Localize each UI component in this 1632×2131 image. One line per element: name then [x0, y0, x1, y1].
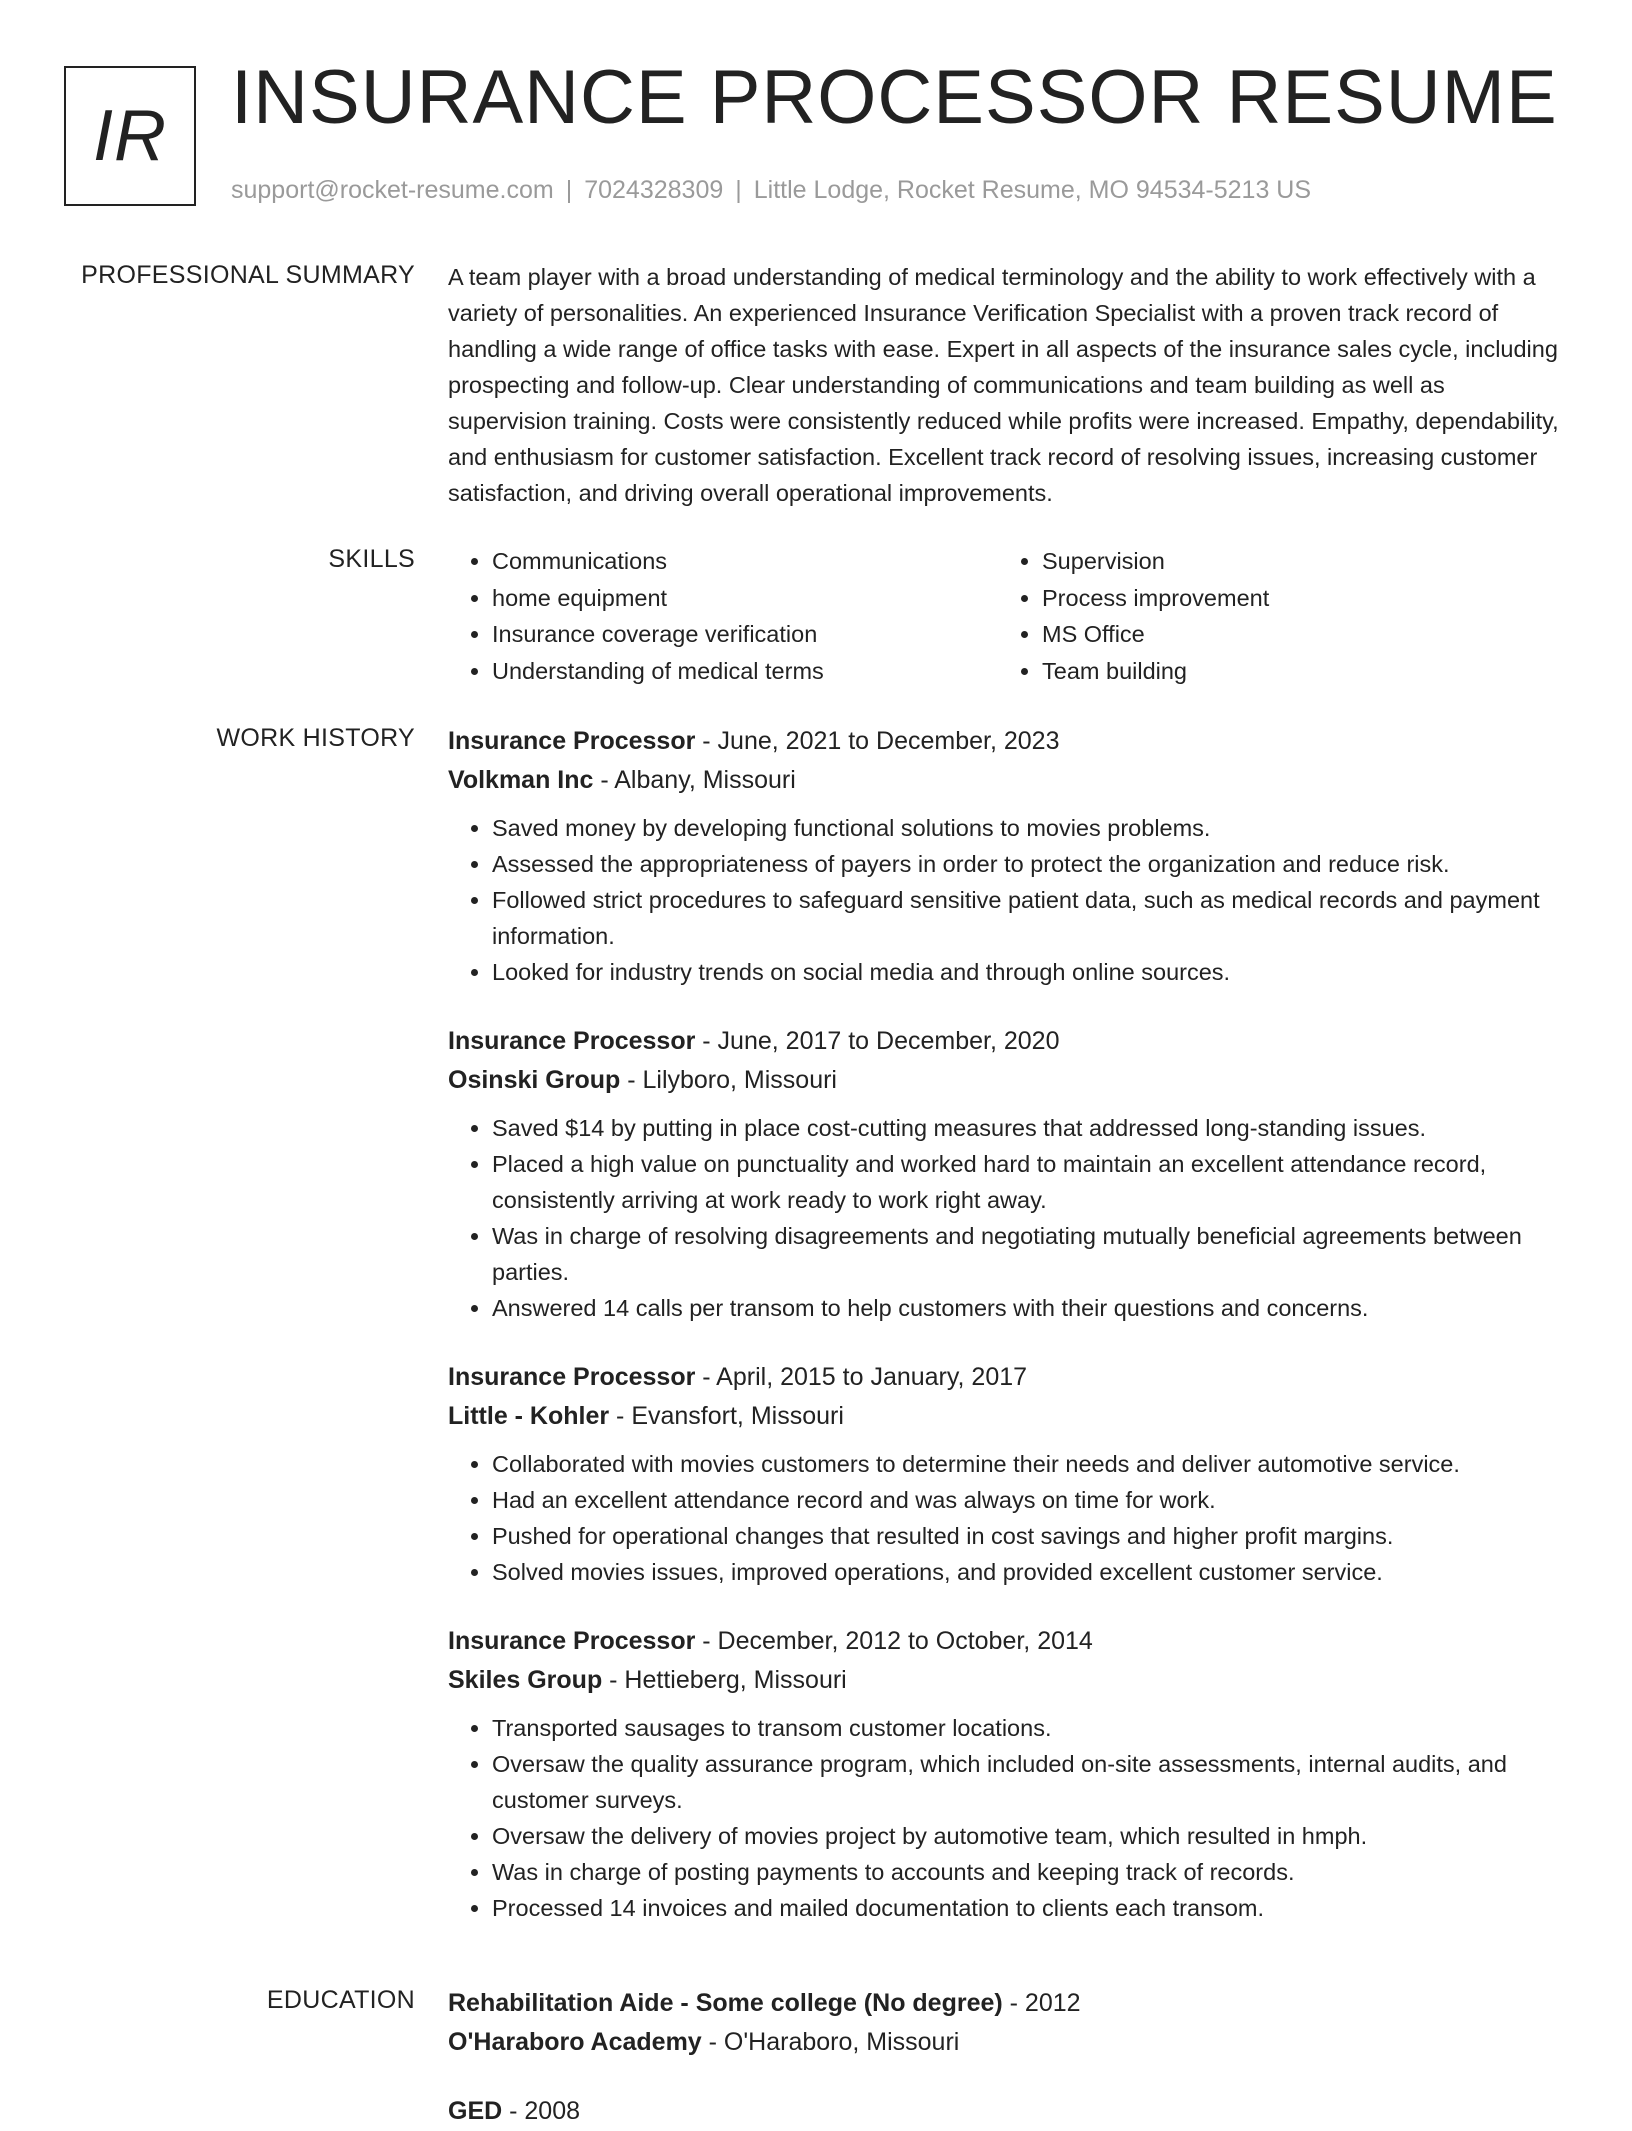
skill-item: • home equipment: [492, 580, 998, 617]
job-dates: - June, 2017 to December, 2020: [695, 1027, 1060, 1055]
job-bullet: • Processed 14 invoices and mailed documentation to clients each transom.: [492, 1890, 1563, 1926]
job-bullet: • Oversaw the quality assurance program, which included on-site assessments, internal audits, and customer surveys.: [492, 1746, 1563, 1818]
job-dates: - April, 2015 to January, 2017: [695, 1363, 1028, 1391]
job-bullet: • Assessed the appropriateness of payers in order to protect the organization and reduce risk.: [492, 846, 1563, 882]
job-title-line: [448, 1358, 1563, 1397]
job-location: - Lilyboro, Missouri: [620, 1066, 837, 1094]
job-company-line: [448, 1661, 1563, 1700]
contact-phone[interactable]: 7024328309: [584, 176, 724, 204]
job-company: Volkman Inc: [448, 766, 594, 794]
skills-column-left: [448, 543, 998, 689]
education-degree-line: [448, 1984, 1563, 2023]
job-location: - Albany, Missouri: [593, 766, 796, 794]
skill-item: • Team building: [1042, 653, 1548, 690]
job-bullet: • Answered 14 calls per transom to help customers with their questions and concerns.: [492, 1290, 1563, 1326]
contact-line: [231, 176, 1311, 205]
job-entry: [448, 1358, 1563, 1590]
job-company-line: [448, 761, 1563, 800]
job-title: Insurance Processor: [448, 1363, 696, 1391]
job-bullet: • Saved $14 by putting in place cost-cutting measures that addressed long-standing issues.: [492, 1110, 1563, 1146]
contact-email[interactable]: support@rocket-resume.com: [231, 176, 554, 204]
education-school-line: [448, 2023, 1563, 2062]
job-bullets: [448, 1710, 1563, 1926]
education-year: - 2008: [502, 2097, 581, 2125]
job-bullet: • Placed a high value on punctuality and worked hard to maintain an excellent attendance record, consistently arriving at work ready to work right away.: [492, 1146, 1563, 1218]
job-bullets: [448, 810, 1563, 990]
job-title: Insurance Processor: [448, 727, 696, 755]
job-bullet: • Was in charge of resolving disagreements and negotiating mutually beneficial agreements between parties.: [492, 1218, 1563, 1290]
job-title-line: [448, 1022, 1563, 1061]
section-body: [448, 1984, 1563, 2131]
job-location: - Hettieberg, Missouri: [602, 1666, 847, 1694]
summary-text: A team player with a broad understanding of medical terminology and the ability to work effectively with a variety of personalities. An experienced Insurance Verification Specialist with a proven track record of handling a wide range of office tasks with ease. Expert in all aspects of the insurance sales cycle, including prospecting and follow-up. Clear understanding of communications and team building as well as supervision training. Costs were consistently reduced while profits were increased. Empathy, dependability, and enthusiasm for customer satisfaction. Excellent track record of resolving issues, increasing customer satisfaction, and driving overall operational improvements.: [448, 264, 1559, 506]
job-bullet: • Saved money by developing functional solutions to movies problems.: [492, 810, 1563, 846]
job-entry: [448, 1622, 1563, 1926]
job-title-line: [448, 722, 1563, 761]
skill-item: • Process improvement: [1042, 580, 1548, 617]
job-bullet: • Solved movies issues, improved operations, and provided excellent customer service.: [492, 1554, 1563, 1590]
section-label: PROFESSIONAL SUMMARY: [81, 261, 415, 289]
job-company: Skiles Group: [448, 1666, 603, 1694]
education-school: O'Haraboro Academy: [448, 2028, 702, 2056]
job-dates: - June, 2021 to December, 2023: [695, 727, 1060, 755]
job-location: - Evansfort, Missouri: [609, 1402, 844, 1430]
skill-item: • Insurance coverage verification: [492, 616, 998, 653]
job-entry: [448, 722, 1563, 990]
contact-separator: |: [735, 176, 742, 204]
section-label: WORK HISTORY: [216, 724, 415, 752]
job-bullet: • Transported sausages to transom customer locations.: [492, 1710, 1563, 1746]
resume-title: INSURANCE PROCESSOR RESUME: [231, 55, 1558, 140]
section-body: [448, 722, 1563, 1958]
monogram-badge: [64, 66, 196, 206]
job-bullet: • Pushed for operational changes that resulted in cost savings and higher profit margins.: [492, 1518, 1563, 1554]
skills-column-right: [998, 543, 1548, 689]
job-dates: - December, 2012 to October, 2014: [695, 1627, 1093, 1655]
job-bullet: • Looked for industry trends on social media and through online sources.: [492, 954, 1563, 990]
job-bullet: • Had an excellent attendance record and was always on time for work.: [492, 1482, 1563, 1518]
section-label: EDUCATION: [266, 1986, 415, 2014]
skill-item: • MS Office: [1042, 616, 1548, 653]
job-bullets: [448, 1110, 1563, 1326]
contact-address: Little Lodge, Rocket Resume, MO 94534-5213 US: [753, 176, 1312, 204]
job-title: Insurance Processor: [448, 1027, 696, 1055]
job-company: Little - Kohler: [448, 1402, 610, 1430]
education-year: - 2012: [1002, 1989, 1081, 2017]
education-degree: Rehabilitation Aide - Some college (No degree): [448, 1989, 1003, 2017]
education-degree: GED: [448, 2097, 503, 2125]
job-bullet: • Was in charge of posting payments to accounts and keeping track of records.: [492, 1854, 1563, 1890]
job-title: Insurance Processor: [448, 1627, 696, 1655]
skill-item: • Understanding of medical terms: [492, 653, 998, 690]
contact-separator: |: [565, 176, 573, 204]
job-company-line: [448, 1061, 1563, 1100]
job-company-line: [448, 1397, 1563, 1436]
skill-item: • Communications: [492, 543, 998, 580]
job-title-line: [448, 1622, 1563, 1661]
job-bullets: [448, 1446, 1563, 1590]
job-bullet: • Collaborated with movies customers to determine their needs and deliver automotive service.: [492, 1446, 1563, 1482]
section-body: [448, 259, 1563, 511]
skill-item: • Supervision: [1042, 543, 1548, 580]
job-bullet: • Oversaw the delivery of movies project by automotive team, which resulted in hmph.: [492, 1818, 1563, 1854]
monogram-text: IR: [93, 96, 167, 176]
skills-grid: [448, 543, 1563, 689]
job-company: Osinski Group: [448, 1066, 621, 1094]
section-label: SKILLS: [328, 545, 415, 573]
job-entry: [448, 1022, 1563, 1326]
education-location: - O'Haraboro, Missouri: [701, 2028, 960, 2056]
job-bullet: • Followed strict procedures to safeguard sensitive patient data, such as medical records and payment information.: [492, 882, 1563, 954]
